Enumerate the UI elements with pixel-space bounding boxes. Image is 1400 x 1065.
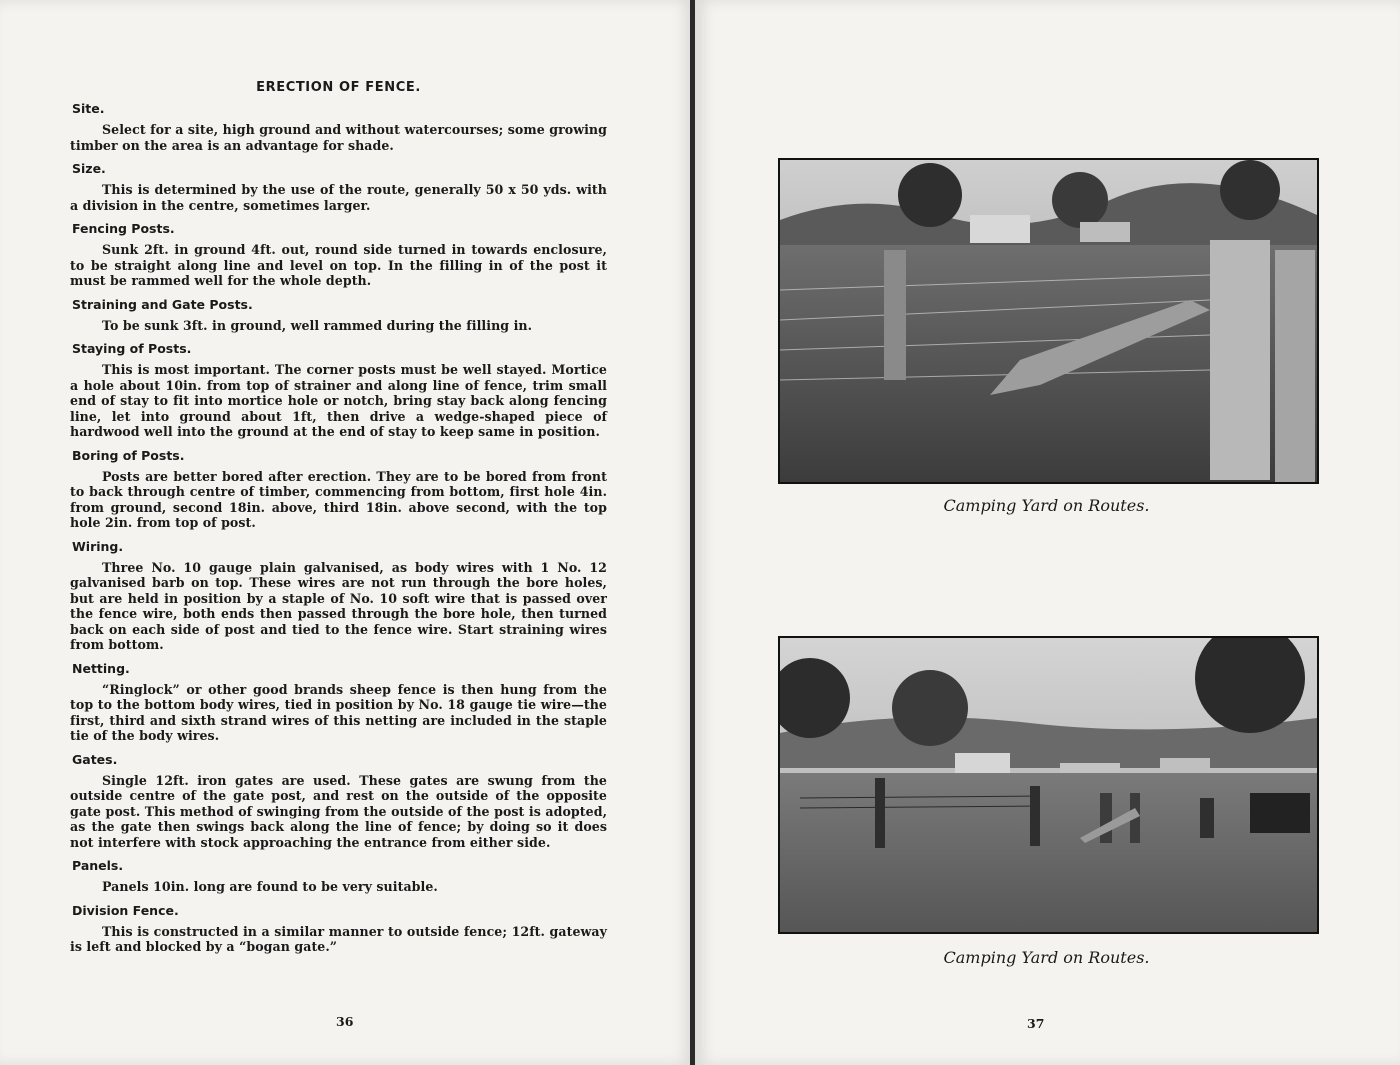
- section-text: This is most important. The corner posts must be well stayed. Mortice a hole about 10in. from top of strainer and along line of fence, trim small end of stay to fit into mortice hole or notch, bring stay back along fencing line, let into ground about 1ft, then drive a wedge-shaped piece of hardwood well into the ground at the end of stay to keep same in position.: [70, 362, 607, 439]
- photo-camping-yard-1: [778, 158, 1319, 484]
- section: [70, 448, 607, 531]
- sections-list: [70, 101, 607, 955]
- section-text: Single 12ft. iron gates are used. These gates are swung from the outside centre of the gate post, and rest on the outside of the opposite gate post. This method of swinging from the outside of the post is adopted, as the gate then swings back along the line of fence; by doing so it does not interfere with stock approaching the entrance from either side.: [70, 772, 607, 850]
- section-title: Gates.: [72, 751, 118, 767]
- right-page: [695, 0, 1400, 1065]
- section-title: Staying of Posts.: [72, 341, 192, 356]
- section-title: Boring of Posts.: [72, 447, 185, 463]
- left-page: [0, 0, 693, 1065]
- section: [70, 858, 607, 895]
- section-title: Site.: [72, 101, 105, 116]
- section-title: Straining and Gate Posts.: [72, 296, 253, 312]
- page-number-left: 36: [336, 1014, 354, 1029]
- page-heading: ERECTION OF FENCE.: [256, 80, 421, 95]
- section-text: Sunk 2ft. in ground 4ft. out, round side turned in towards enclosure, to be straight along line and level on top. In the filling in of the post it must be rammed well for the whole depth.: [70, 242, 607, 288]
- section-title: Fencing Posts.: [72, 221, 175, 236]
- section-text: To be sunk 3ft. in ground, well rammed during the filling in.: [102, 317, 533, 333]
- section-title: Division Fence.: [72, 902, 179, 918]
- section-text: This is determined by the use of the route, generally 50 x 50 yds. with a division in the centre, sometimes larger.: [70, 182, 607, 213]
- caption-photo-1: Camping Yard on Routes.: [943, 496, 1150, 515]
- section: [70, 101, 607, 153]
- left-text-column: [70, 80, 607, 963]
- section: [70, 297, 607, 334]
- section-text: Three No. 10 gauge plain galvanised, as body wires with 1 No. 12 galvanised barb on top. These wires are not run through the bore holes, but are held in position by a staple of No. 10 soft wire that is passed over the fence wire, both ends then passed through the bore hole, then turned back on each side of post and tied to the fence wire. Start straining wires from bottom.: [70, 559, 607, 652]
- section: [70, 221, 607, 289]
- page-number-right: 37: [1027, 1016, 1045, 1031]
- section-text: Select for a site, high ground and without watercourses; some growing timber on the area is an advantage for shade.: [70, 122, 607, 153]
- caption-photo-2: Camping Yard on Routes.: [943, 948, 1150, 967]
- section: [70, 539, 607, 653]
- section-text: Panels 10in. long are found to be very suitable.: [102, 879, 438, 894]
- section: [70, 661, 607, 744]
- section-title: Wiring.: [72, 538, 124, 554]
- section: [70, 161, 607, 213]
- section-title: Netting.: [72, 660, 130, 676]
- section-text: “Ringlock” or other good brands sheep fence is then hung from the top to the bottom body wires, tied in position by No. 18 gauge tie wire—the first, third and sixth strand wires of this netting are included in the staple tie of the body wires.: [70, 681, 607, 743]
- section-text: This is constructed in a similar manner to outside fence; 12ft. gateway is left and blocked by a “bogan gate.”: [70, 923, 607, 954]
- photo-camping-yard-2: [778, 636, 1319, 934]
- section: [70, 752, 607, 851]
- section: [70, 341, 607, 440]
- section-title: Size.: [72, 161, 106, 176]
- section: [70, 903, 607, 955]
- section-title: Panels.: [72, 858, 124, 873]
- section-text: Posts are better bored after erection. They are to be bored from front to back through centre of timber, commencing from bottom, first hole 4in. from ground, second 18in. above, third 18in. above second, with the top hole 2in. from top of post.: [70, 468, 607, 530]
